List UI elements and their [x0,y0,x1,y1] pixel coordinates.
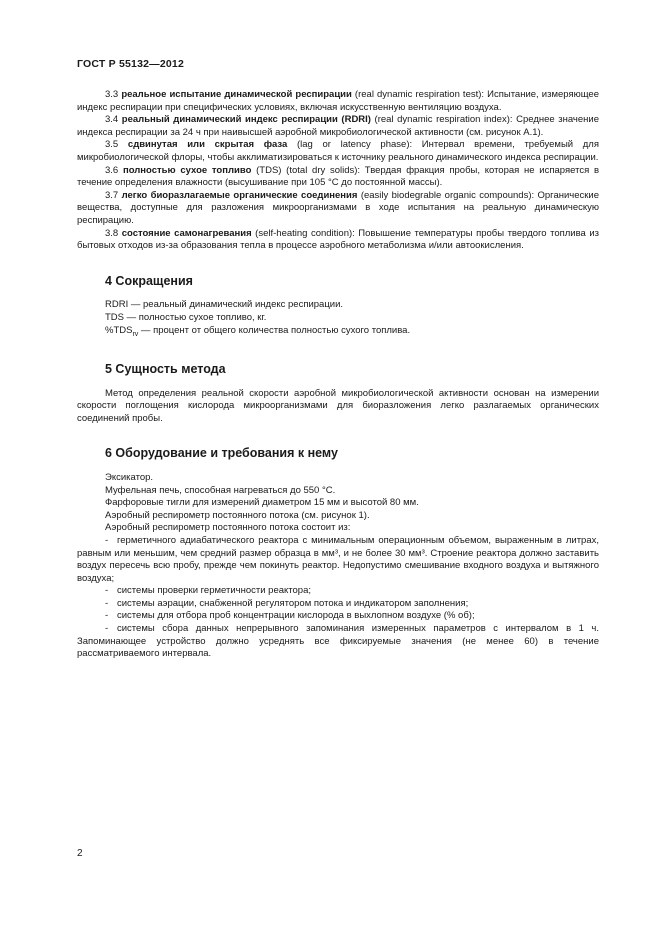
term-number: 3.6 [105,164,119,176]
list-item-text: системы аэрации, снабженной регулятором потока и индикатором заполнения; [117,597,469,609]
list-item-text: системы сбора данных непрерывного запоминания измеренных параметров с интервалом в 1 ч. Запоминающее устройство должно усреднять все фиксируемые значения (не менее 60) в течение рассматриваемого интервала. [77,623,599,660]
term-3-3 [77,89,599,114]
term-definition: (self-heating condition): Повышение температуры пробы твердого топлива из бытовых отходов из-за образования тепла в процессе аэробного метаболизма и/или автоокисления. [77,227,600,252]
term-title: сдвинутая или скрытая фаза [127,139,288,151]
equipment-line: Эксикатор. [105,471,154,483]
list-dash: - [105,610,109,622]
list-dash: - [105,585,109,597]
equipment-line: Муфельная печь, способная нагреваться до 550 °С. [105,484,336,496]
term-number: 3.4 [105,114,119,126]
list-item-text: системы для отбора проб концентрации кислорода в выхлопном воздухе (% об); [117,610,475,622]
term-title: реальное испытание динамической респирации [121,89,352,100]
page-content [77,89,599,661]
list-item [77,610,599,623]
term-definition: (TDS) (total dry solids): Твердая фракция пробы, которая не испаряется в течение определения влажности (высушивание при 105 °С до постоянной массы). [77,164,600,189]
term-3-5 [77,139,599,164]
term-number: 3.5 [105,139,119,151]
section-4-heading: 4 Сокращения [105,273,193,288]
term-number: 3.3 [105,89,119,100]
section-6-heading: 6 Оборудование и требования к нему [105,446,338,461]
list-item-text: системы проверки герметичности реактора; [117,585,312,597]
abbrev-tds-rv [77,325,599,341]
list-item [77,598,599,611]
term-definition: (real dynamic respiration test): Испытание, измеряющее индекс респирации при специфических условиях, включая искусственную вентиляцию воздуха. [77,89,599,113]
term-title: легко биоразлагаемые органические соединения [121,189,358,201]
term-3-6 [77,165,599,190]
section-5-heading: 5 Сущность метода [105,361,226,376]
abbrev-rdri: RDRI — реальный динамический индекс респирации. [105,299,344,311]
abbrev-label: %TDS [105,324,133,336]
list-item [77,623,599,661]
page-number: 2 [77,848,83,859]
abbrev-subscript: rv [132,330,139,338]
list-item [77,535,599,585]
equipment-line: Аэробный респирометр постоянного потока (см. рисунок 1). [105,509,370,521]
abbrev-definition: — процент от общего количества полностью сухого топлива. [138,324,411,336]
list-item-text: герметичного адиабатического реактора с минимальным операционным объемом, выраженным в литрах, равным или меньшим, чем средний размер образца в мм³, и не более 30 мм³. Строение реактора должно заставить воздух пересечь всю пробу, прежде чем покинуть реактор. Недопустимо смешивание входного воздуха и вытяжного воздуха; [77,534,599,584]
term-definition: (lag or latency phase): Интервал времени, требуемый для микробиологической флоры, чтобы акклиматизироваться к источнику реального динамического индекса респирации. [77,139,599,163]
term-3-4 [77,114,599,139]
list-item [77,585,599,598]
term-number: 3.7 [105,189,119,201]
list-dash: - [105,534,109,546]
term-number: 3.8 [105,227,119,239]
equipment-line: Аэробный респирометр постоянного потока состоит из: [105,522,351,534]
abbrev-tds: TDS — полностью сухое топливо, кг. [105,311,267,323]
list-dash: - [105,623,109,635]
section-5-text: Метод определения реальной скорости аэробной микробиологической активности основан на измерении скорости поглощения кислорода микроорганизмами для биоразложения легко разлагаемых органических соединений пробы. [77,387,599,424]
standard-code-header: ГОСТ Р 55132—2012 [77,58,185,70]
term-definition: (easily biodegrable organic compounds): Органические вещества, доступные для разложения микроорганизмами в ходе испытания на реальную динамическую респирацию. [77,189,600,226]
list-dash: - [105,597,109,609]
equipment-line: Фарфоровые тигли для измерений диаметром 15 мм и высотой 80 мм. [105,497,419,509]
term-title: реальный динамический индекс респирации (RDRI) [121,114,371,126]
term-definition: (real dynamic respiration index): Среднее значение индекса респирации за 24 ч при наивысшей аэробной микробиологической активности (см. рисунок А.1). [77,114,599,138]
term-3-8 [77,228,599,253]
term-3-7 [77,190,599,228]
term-title: полностью сухое топливо [122,164,252,176]
term-title: состояние самонагревания [121,227,252,239]
